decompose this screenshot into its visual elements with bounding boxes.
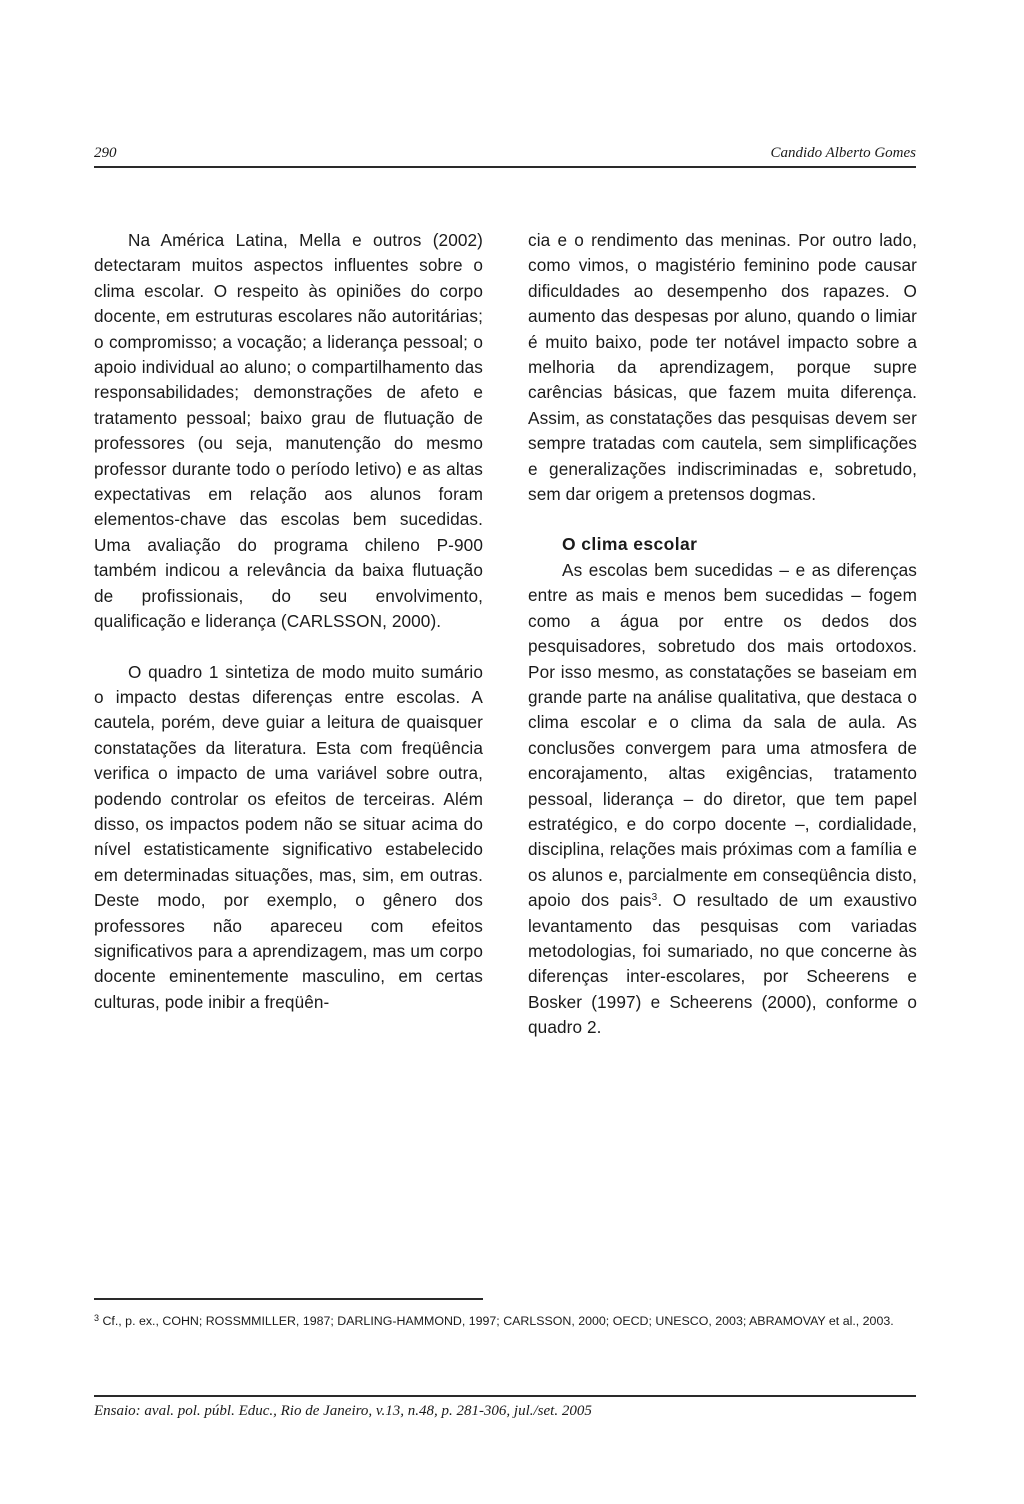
footnote-text: Cf., p. ex., COHN; ROSSMMILLER, 1987; DARLING-HAMMOND, 1997; CARLSSON, 2000; OECD; UNESCO, 2003; ABRAMOVAY et al., 2003. bbox=[99, 1314, 894, 1328]
body-paragraph bbox=[528, 558, 917, 1041]
footnote bbox=[94, 1312, 916, 1330]
footnote-reference: 3 bbox=[651, 892, 658, 904]
paragraph-text: As escolas bem sucedidas – e as diferenças entre as mais e menos bem sucedidas – fogem como a água por entre os dedos dos pesquisadores, sobretudo dos mais ortodoxos. Por isso mesmo, as constatações se baseiam em grande parte na análise qualitativa, que destaca o clima escolar e o clima da sala de aula. As conclusões convergem para uma atmosfera de encorajamento, altas exigências, tratamento pessoal, liderança – do diretor, que tem papel estratégico, e do corpo docente –, cordialidade, disciplina, relações mais próximas com a família e os alunos e, parcialmente em conseqüência disto, apoio dos pais bbox=[528, 559, 917, 911]
footnote-marker: 3 bbox=[94, 1313, 100, 1323]
footnote-rule bbox=[94, 1298, 483, 1300]
header-rule bbox=[94, 166, 916, 168]
footer-rule bbox=[94, 1395, 916, 1397]
left-column bbox=[94, 228, 483, 1015]
body-paragraph: Na América Latina, Mella e outros (2002) detectaram muitos aspectos influentes sobre o clima escolar. O respeito às opiniões do corpo docente, em estruturas escolares não autoritárias; o compromisso; a vocação; a liderança pessoal; o apoio individual ao aluno; o compartilhamento das responsabilidades; demonstrações de afeto e tratamento pessoal; baixo grau de flutuação de professores (ou seja, manutenção do mesmo professor durante todo o período letivo) e as altas expectativas em relação aos alunos foram elementos-chave das escolas bem sucedidas. Uma avaliação do programa chileno P-900 também indicou a relevância da baixa flutuação de profissionais, do seu envolvimento, qualificação e liderança (CARLSSON, 2000). bbox=[94, 230, 483, 632]
page-number: 290 bbox=[94, 145, 117, 161]
body-paragraph: O quadro 1 sintetiza de modo muito sumário o impacto destas diferenças entre escolas. A cautela, porém, deve guiar a leitura de quaisquer constatações da literatura. Esta com freqüência verifica o impacto de uma variável sobre outra, podendo controlar os efeitos de terceiras. Além disso, os impactos podem não se situar acima do nível estatisticamente significativo estabelecido em determinadas situações, mas, sim, em outras. Deste modo, por exemplo, o gênero dos professores não apareceu com efeitos significativos para a aprendizagem, mas um corpo docente eminentemente masculino, em certas culturas, pode inibir a freqüên- bbox=[94, 661, 483, 1012]
right-column bbox=[528, 228, 917, 1041]
paragraph-text: . O resultado de um exaustivo levantamento das pesquisas com variadas metodologias, foi sumariado, no que concerne às diferenças inter-escolares, por Scheerens e Bosker (1997) e Scheerens (2000), conforme o quadro 2. bbox=[528, 890, 918, 1038]
body-paragraph-continued: cia e o rendimento das meninas. Por outro lado, como vimos, o magistério feminino pode causar dificuldades ao desempenho dos rapazes. O aumento das despesas por aluno, quando o limiar é muito baixo, pode ter notável impacto sobre a melhoria da aprendizagem, porque supre carências básicas, que fazem muita diferença. Assim, as constatações das pesquisas devem ser sempre tratadas com cautela, sem simplificações e generalizações indiscriminadas e, sobretudo, sem dar origem a pretensos dogmas. bbox=[528, 230, 917, 505]
section-heading: O clima escolar bbox=[562, 534, 698, 555]
running-head-author: Candido Alberto Gomes bbox=[770, 145, 916, 161]
journal-citation: Ensaio: aval. pol. públ. Educ., Rio de Janeiro, v.13, n.48, p. 281-306, jul./set. 2005 bbox=[94, 1403, 592, 1419]
page-header bbox=[94, 143, 916, 167]
